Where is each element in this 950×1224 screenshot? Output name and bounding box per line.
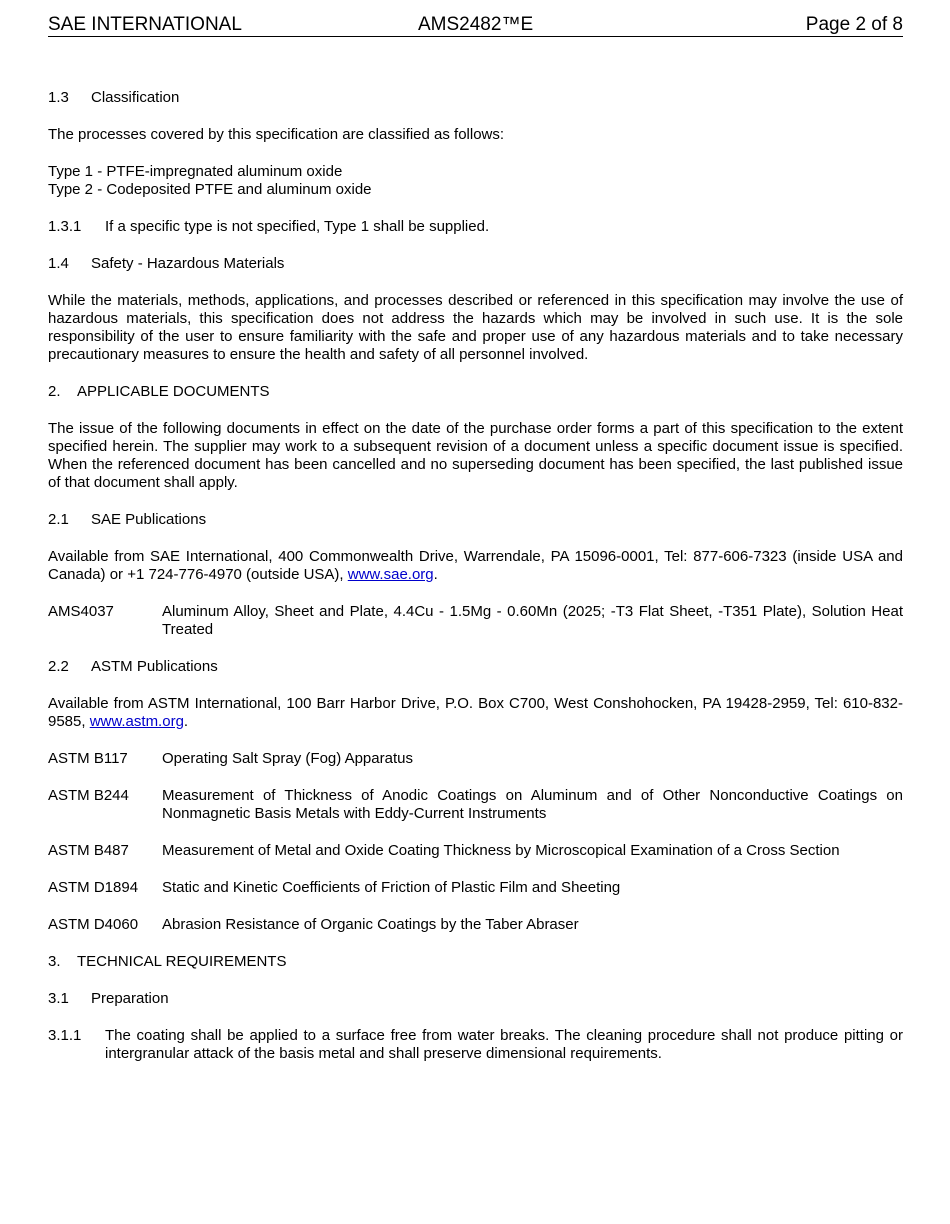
section-2-text: The issue of the following documents in effect on the date of the purchase order forms a part of this specification to the extent specified herein. The supplier may work to a subsequent revision of a document unless a specific document issue is specified. When the referenced document has been cancelled and no superseding document has been specified, the last published issue of that document shall apply. xyxy=(48,420,903,491)
section-3-heading: 3. TECHNICAL REQUIREMENTS xyxy=(48,953,287,970)
section-3-1-heading: 3.1 Preparation xyxy=(48,990,169,1007)
reference-title: Measurement of Metal and Oxide Coating Thickness by Microscopical Examination of a Cross Section xyxy=(162,842,840,859)
reference-code: ASTM D1894 xyxy=(48,879,139,896)
document-body xyxy=(48,89,903,1063)
reference-code: AMS4037 xyxy=(48,603,114,620)
header-organization: SAE INTERNATIONAL xyxy=(48,14,242,35)
reference-code: ASTM B487 xyxy=(48,842,129,859)
reference-row xyxy=(48,787,903,823)
sae-website-link[interactable]: www.sae.org xyxy=(347,566,434,583)
section-1-3-heading: 1.3 Classification xyxy=(48,89,180,106)
reference-title: Operating Salt Spray (Fog) Apparatus xyxy=(162,750,413,767)
section-2-heading: 2. APPLICABLE DOCUMENTS xyxy=(48,383,270,400)
section-1-4-text: While the materials, methods, applications, and processes described or referenced in this specification may involve the use of hazardous materials, this specification does not address the hazards which may be involved in such use. It is the sole responsibility of the user to ensure familiarity with the safe and proper use of any hazardous materials and to take necessary precautionary measures to ensure the health and safety of all personnel involved. xyxy=(48,292,903,363)
header-page-number: Page 2 of 8 xyxy=(805,14,903,35)
reference-row xyxy=(48,879,903,897)
type-2-line: Type 2 - Codeposited PTFE and aluminum oxide xyxy=(48,181,372,198)
page-header xyxy=(48,14,903,37)
reference-row xyxy=(48,750,903,768)
section-2-1-heading: 2.1 SAE Publications xyxy=(48,511,207,528)
reference-row xyxy=(48,916,903,934)
reference-code: ASTM D4060 xyxy=(48,916,139,933)
section-1-3-1: 1.3.1 If a specific type is not specified, Type 1 shall be supplied. xyxy=(48,218,490,235)
type-1-line: Type 1 - PTFE-impregnated aluminum oxide xyxy=(48,163,343,180)
section-1-4-heading: 1.4 Safety - Hazardous Materials xyxy=(48,255,285,272)
reference-row xyxy=(48,603,903,639)
section-1-3-intro: The processes covered by this specification are classified as follows: xyxy=(48,126,505,143)
header-document-number: AMS2482™E xyxy=(418,14,534,35)
reference-title: Static and Kinetic Coefficients of Friction of Plastic Film and Sheeting xyxy=(162,879,621,896)
reference-title: Aluminum Alloy, Sheet and Plate, 4.4Cu - 1.5Mg - 0.60Mn (2025; -T3 Flat Sheet, -T351 Plate), Solution Heat Treated xyxy=(162,603,903,638)
section-3-1-1: 3.1.1 The coating shall be applied to a surface free from water breaks. The cleaning procedure shall not produce pitting or intergranular attack of the basis metal and shall preserve dimensional requirements. xyxy=(48,1027,903,1062)
reference-code: ASTM B244 xyxy=(48,787,129,804)
reference-code: ASTM B117 xyxy=(48,750,128,767)
astm-availability: Available from ASTM International, 100 Barr Harbor Drive, P.O. Box C700, West Conshohocken, PA 19428-2959, Tel: 610-832-9585, www.astm.org. xyxy=(48,695,903,730)
reference-title: Measurement of Thickness of Anodic Coatings on Aluminum and of Other Nonconductive Coatings on Nonmagnetic Basis Metals with Eddy-Current Instruments xyxy=(162,787,903,822)
section-2-2-heading: 2.2 ASTM Publications xyxy=(48,658,218,675)
reference-title: Abrasion Resistance of Organic Coatings by the Taber Abraser xyxy=(162,916,579,933)
astm-website-link[interactable]: www.astm.org xyxy=(89,713,184,730)
reference-row xyxy=(48,842,903,860)
sae-availability: Available from SAE International, 400 Commonwealth Drive, Warrendale, PA 15096-0001, Tel: 877-606-7323 (inside USA and Canada) or +1 724-776-4970 (outside USA), www.sae.org. xyxy=(48,548,903,583)
